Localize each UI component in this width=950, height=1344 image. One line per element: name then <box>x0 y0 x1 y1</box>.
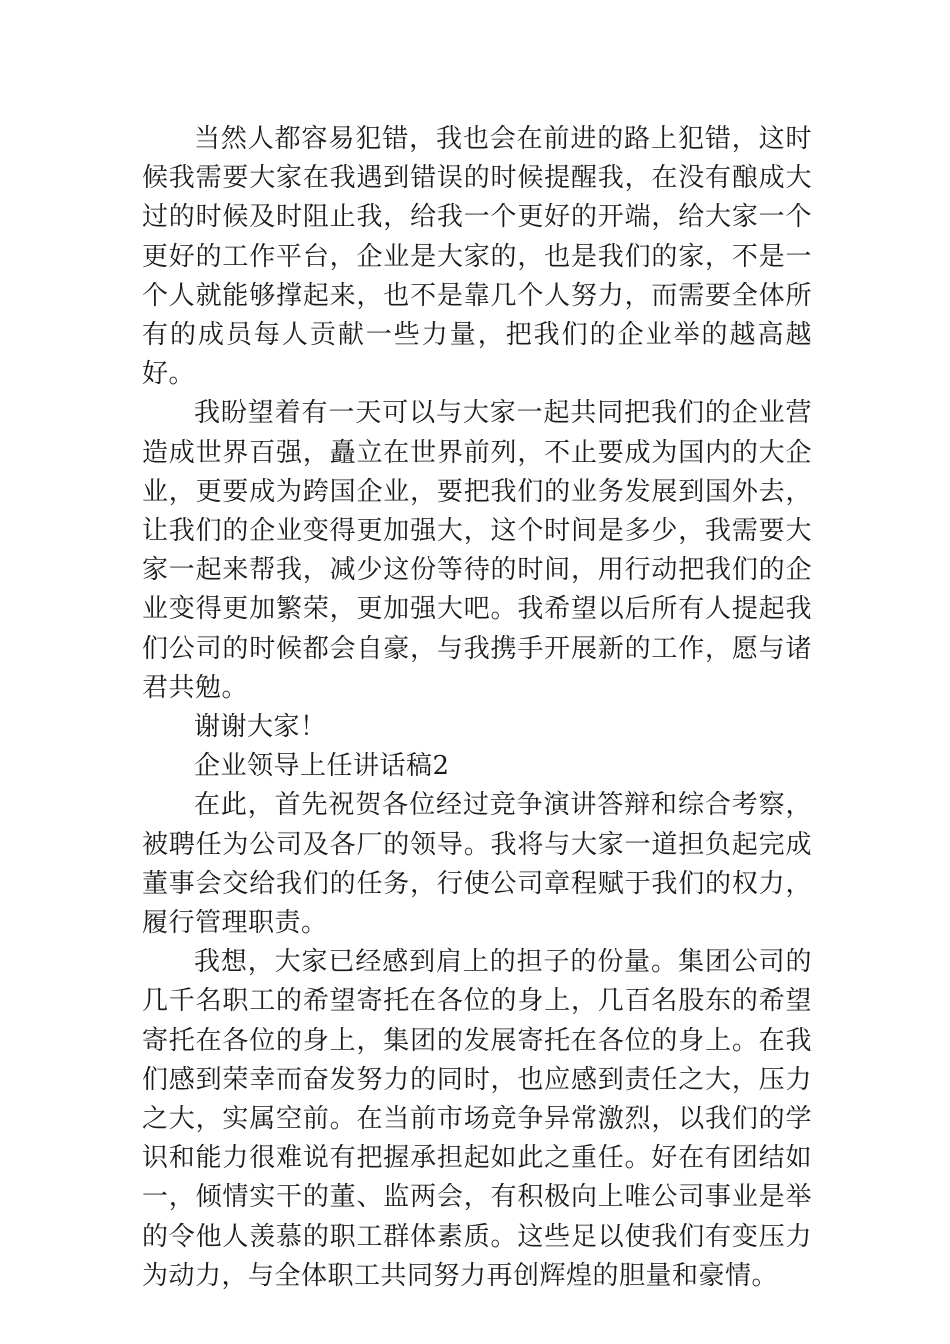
paragraph: 当然人都容易犯错，我也会在前进的路上犯错，这时候我需要大家在我遇到错误的时候提醒我，在没有酿成大过的时候及时阻止我，给我一个更好的开端，给大家一个更好的工作平台，企业是大家的，也是我们的家，不是一个人就能够撑起来，也不是靠几个人努力，而需要全体所有的成员每人贡献一些力量，把我们的企业举的越高越好。 <box>142 124 812 390</box>
paragraph: 谢谢大家！ <box>194 712 327 743</box>
paragraph: 我想，大家已经感到肩上的担子的份量。集团公司的几千名职工的希望寄托在各位的身上，几百名股东的希望寄托在各位的身上，集团的发展寄托在各位的身上。在我们感到荣幸而奋发努力的同时，也应感到责任之大，压力之大，实属空前。在当前市场竞争异常激烈，以我们的学识和能力很难说有把握承担起如此之重任。好在有团结如一，倾情实干的董、监两会，有积极向上唯公司事业是举的令他人羡慕的职工群体素质。这些足以使我们有变压力为动力，与全体职工共同努力再创辉煌的胆量和豪情。 <box>142 947 812 1291</box>
paragraph: 我盼望着有一天可以与大家一起共同把我们的企业营造成世界百强，矗立在世界前列，不止要成为国内的大企业，更要成为跨国企业，要把我们的业务发展到国外去，让我们的企业变得更加强大，这个时间是多少，我需要大家一起来帮我，减少这份等待的时间，用行动把我们的企业变得更加繁荣，更加强大吧。我希望以后所有人提起我们公司的时候都会自豪，与我携手开展新的工作，愿与诸君共勉。 <box>142 398 812 703</box>
paragraph: 在此，首先祝贺各位经过竞争演讲答辩和综合考察，被聘任为公司及各厂的领导。我将与大家一道担负起完成董事会交给我们的任务，行使公司章程赋于我们的权力，履行管理职责。 <box>142 790 812 939</box>
section-heading: 企业领导上任讲话稿2 <box>194 751 450 782</box>
document-body <box>142 120 812 1296</box>
